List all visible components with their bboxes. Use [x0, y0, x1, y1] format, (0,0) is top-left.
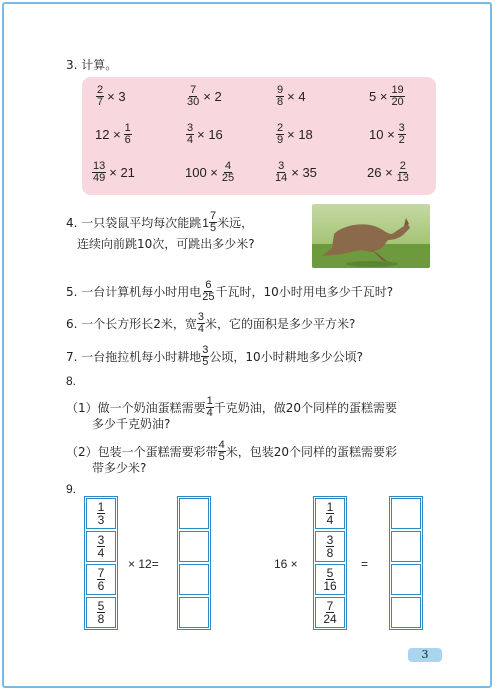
- fraction-cell: $\frac{7}{6}$: [86, 564, 116, 595]
- calculation-panel: [82, 77, 436, 195]
- right-operator-prefix: 16 ×: [274, 557, 298, 571]
- calc-item: $\frac{3}{14}$ × 35: [275, 160, 317, 184]
- q7-text: 7. 一台拖拉机每小时耕地 $\frac{3}{5}$ 公顷，10小时耕地多少公顷?: [66, 344, 364, 368]
- right-fraction-column: [313, 496, 347, 630]
- q5-text: 5. 一台计算机每小时用电 $\frac{6}{25}$ 千瓦时，10小时用电多少千瓦时?: [66, 279, 394, 303]
- q6-text: 6. 一个长方形长2米，宽 $\frac{3}{4}$ 米，它的面积是多少平方米?: [66, 311, 356, 335]
- calc-item: 12 × $\frac{1}{6}$: [95, 122, 131, 146]
- fraction-cell: $\frac{3}{8}$: [315, 531, 345, 562]
- calc-item: $\frac{2}{7}$ × 3: [97, 84, 126, 108]
- answer-cell[interactable]: [391, 498, 421, 529]
- calc-item: $\frac{3}{4}$ × 16: [187, 122, 223, 146]
- fraction-cell: $\frac{7}{24}$: [315, 597, 345, 628]
- calc-item: $\frac{13}{49}$ × 21: [93, 160, 135, 184]
- q9-label: 9.: [66, 482, 77, 496]
- fraction-cell: $\frac{5}{8}$: [86, 597, 116, 628]
- q4-line1: 4. 一只袋鼠平均每次能跳 1 $\frac{7}{5}$ 米远，: [66, 210, 254, 234]
- q8-part1-line1: （1）做一个奶油蛋糕需要 $\frac{1}{4}$ 千克奶油，做20个同样的蛋糕需要: [66, 395, 398, 419]
- answer-cell[interactable]: [179, 531, 209, 562]
- left-fraction-column: [84, 496, 118, 630]
- q8-part2-line2: 带多少米?: [92, 461, 147, 475]
- fraction-cell: $\frac{5}{16}$: [315, 564, 345, 595]
- right-answer-column: [389, 496, 423, 630]
- q4-line2: 连续向前跳10次，可跳出多少米?: [77, 237, 255, 251]
- fraction-cell: $\frac{3}{4}$: [86, 531, 116, 562]
- q8-part2-line1: （2）包装一个蛋糕需要彩带 $\frac{4}{5}$ 米，包装20个同样的蛋糕需要彩: [66, 439, 398, 463]
- calc-item: $\frac{2}{9}$ × 18: [277, 122, 313, 146]
- answer-cell[interactable]: [179, 564, 209, 595]
- q8-label: 8.: [66, 374, 77, 388]
- answer-cell[interactable]: [391, 597, 421, 628]
- calc-item: 5 × $\frac{19}{20}$: [369, 84, 404, 108]
- answer-cell[interactable]: [179, 498, 209, 529]
- calc-item: 100 × $\frac{4}{25}$: [185, 160, 235, 184]
- kangaroo-photo: [312, 204, 430, 268]
- right-equals: =: [361, 557, 369, 571]
- calc-item: 10 × $\frac{3}{2}$: [369, 122, 405, 146]
- fraction-cell: $\frac{1}{3}$: [86, 498, 116, 529]
- answer-cell[interactable]: [179, 597, 209, 628]
- answer-cell[interactable]: [391, 531, 421, 562]
- left-answer-column: [177, 496, 211, 630]
- page-number: 3: [408, 648, 442, 662]
- calc-item: $\frac{7}{30}$ × 2: [187, 84, 222, 108]
- calc-item: $\frac{9}{8}$ × 4: [277, 84, 306, 108]
- q8-part1-line2: 多少千克奶油?: [92, 417, 171, 431]
- calc-item: 26 × $\frac{2}{13}$: [367, 160, 409, 184]
- q3-label: 3. 计算。: [66, 58, 118, 72]
- left-operator: × 12=: [128, 557, 159, 571]
- fraction-cell: $\frac{1}{4}$: [315, 498, 345, 529]
- answer-cell[interactable]: [391, 564, 421, 595]
